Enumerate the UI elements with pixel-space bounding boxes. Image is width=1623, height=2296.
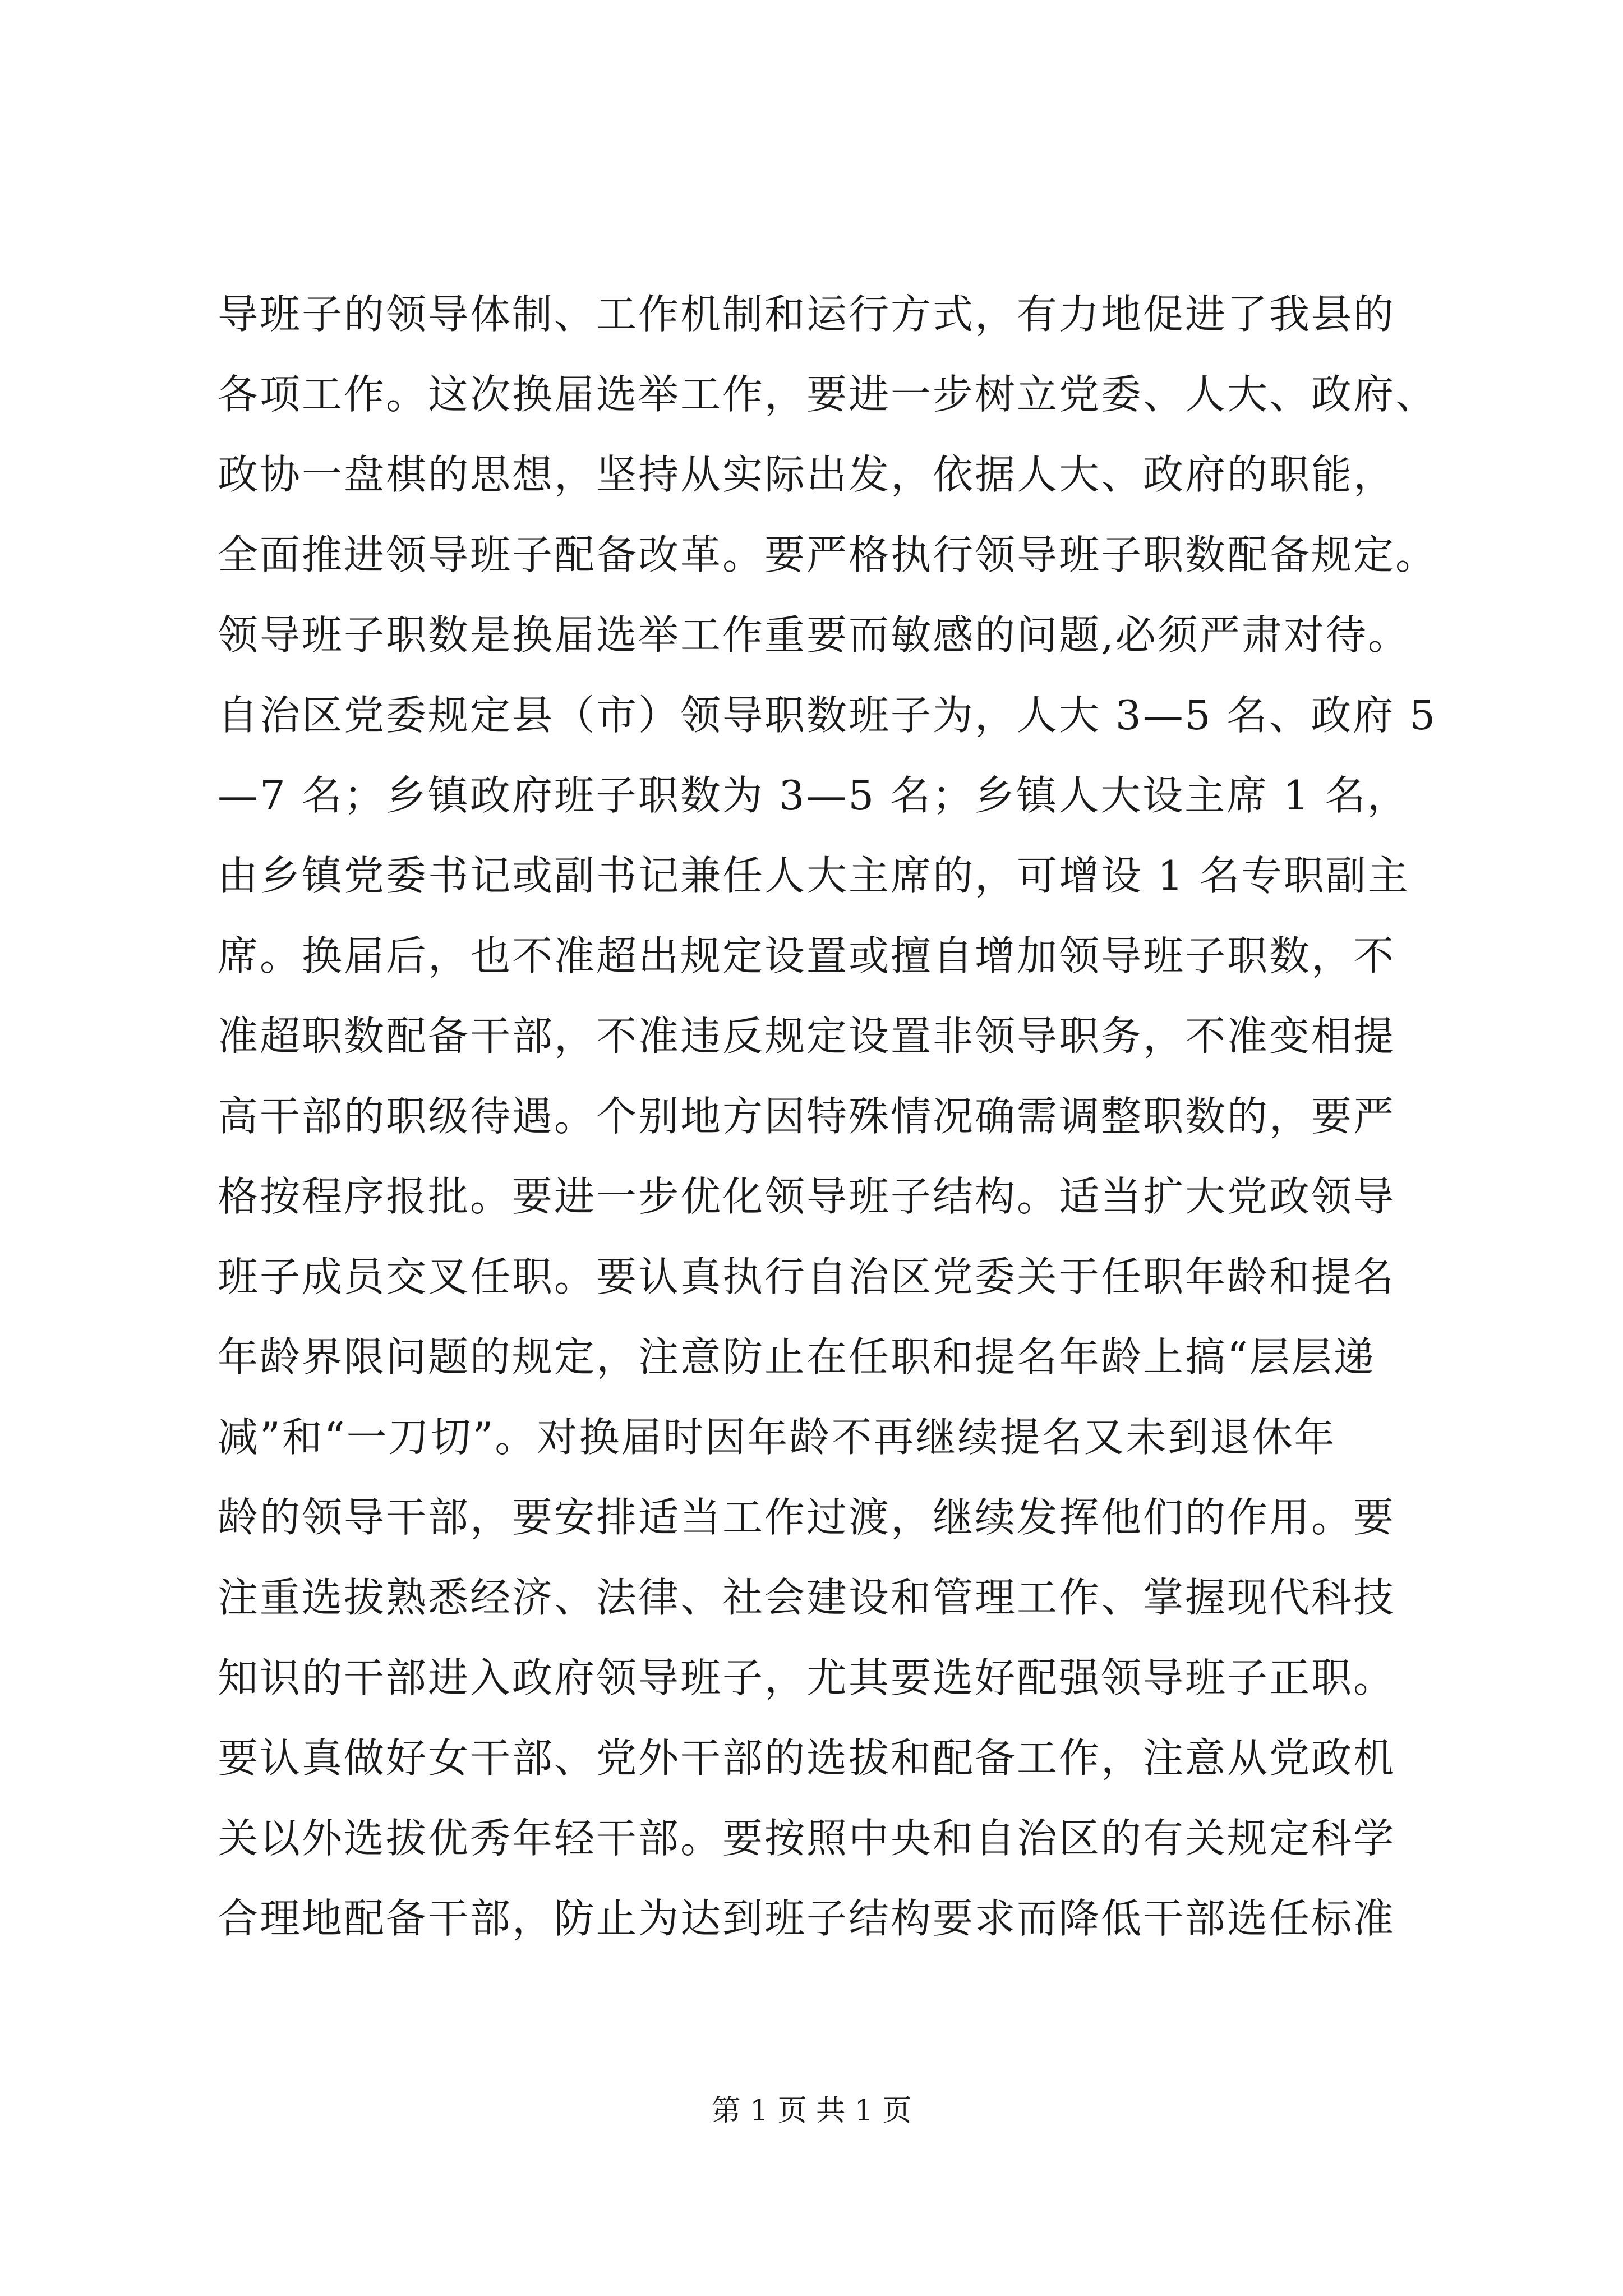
page-footer: 第 1 页 共 1 页 xyxy=(711,2094,912,2128)
text-line: 政协一盘棋的思想，坚持从实际出发，依据人大、政府的职能， xyxy=(218,451,1396,498)
text-line: 知识的干部进入政府领导班子，尤其要选好配强领导班子正职。 xyxy=(218,1654,1396,1701)
text-line: 领导班子职数是换届选举工作重要而敏感的问题,必须严肃对待。 xyxy=(218,611,1410,659)
text-line: 关以外选拔优秀年轻干部。要按照中央和自治区的有关规定科学 xyxy=(218,1815,1396,1862)
text-line: 格按程序报批。要进一步优化领导班子结构。适当扩大党政领导 xyxy=(218,1173,1396,1220)
text-line: 注重选拔熟悉经济、法律、社会建设和管理工作、掌握现代科技 xyxy=(218,1574,1396,1621)
text-line: 由乡镇党委书记或副书记兼任人大主席的，可增设 1 名专职副主 xyxy=(218,852,1410,899)
text-line: 席。换届后，也不准超出规定设置或擅自增加领导班子职数，不 xyxy=(218,932,1396,979)
text-line: 自治区党委规定县（市）领导职数班子为，人大 3—5 名、政府 5 xyxy=(218,692,1437,739)
text-line: 班子成员交叉任职。要认真执行自治区党委关于任职年龄和提名 xyxy=(218,1253,1396,1300)
text-line: 全面推进领导班子配备改革。要严格执行领导班子职数配备规定。 xyxy=(218,531,1438,578)
text-line: 减”和“一刀切”。对换届时因年龄不再继续提名又未到退休年 xyxy=(218,1414,1336,1461)
text-line: 龄的领导干部，要安排适当工作过渡，继续发挥他们的作用。要 xyxy=(218,1494,1396,1541)
text-line: —7 名；乡镇政府班子职数为 3—5 名；乡镇人大设主席 1 名， xyxy=(218,772,1409,819)
text-line: 准超职数配备干部，不准违反规定设置非领导职务，不准变相提 xyxy=(218,1013,1396,1060)
text-line: 年龄界限问题的规定，注意防止在任职和提名年龄上搞“层层递 xyxy=(218,1333,1376,1381)
text-line: 要认真做好女干部、党外干部的选拔和配备工作，注意从党政机 xyxy=(218,1734,1396,1782)
text-line: 合理地配备干部，防止为达到班子结构要求而降低干部选任标准 xyxy=(218,1895,1396,1942)
text-line: 高干部的职级待遇。个别地方因特殊情况确需调整职数的，要严 xyxy=(218,1093,1396,1140)
text-line: 导班子的领导体制、工作机制和运行方式，有力地促进了我县的 xyxy=(218,291,1396,338)
text-line: 各项工作。这次换届选举工作，要进一步树立党委、人大、政府、 xyxy=(218,371,1438,418)
